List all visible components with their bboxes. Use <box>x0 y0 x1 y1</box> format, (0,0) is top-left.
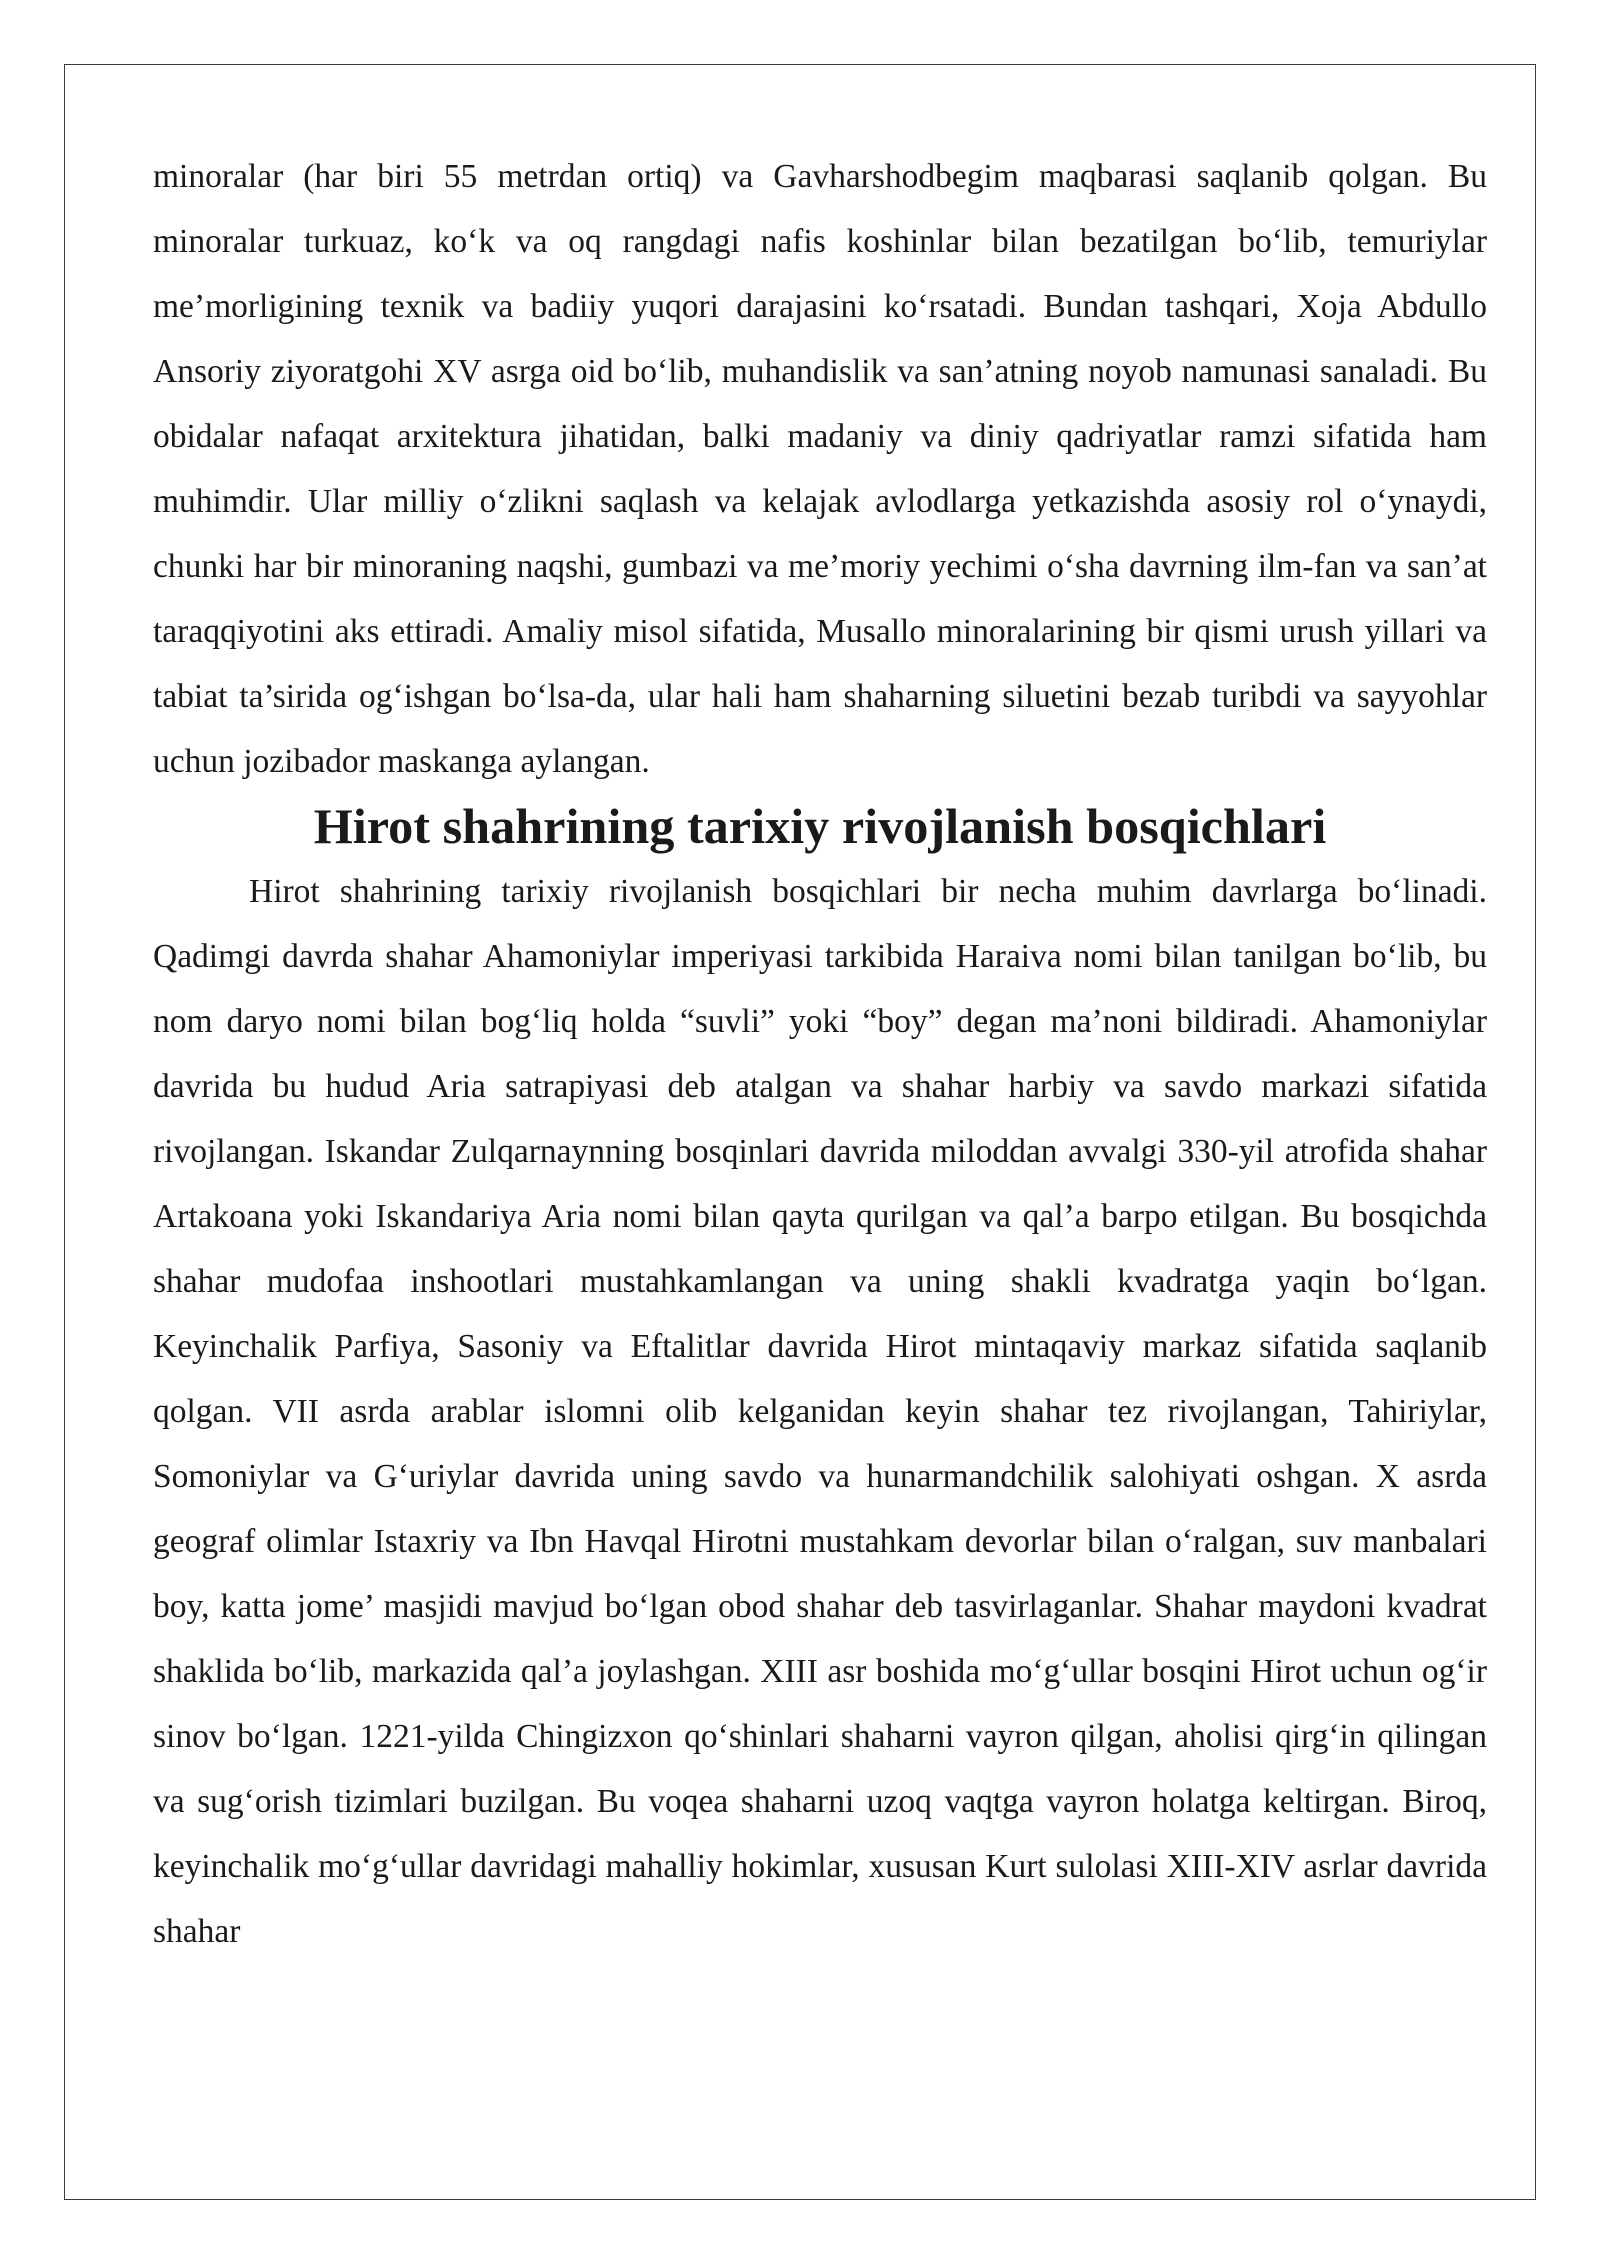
section-heading: Hirot shahrining tarixiy rivojlanish bosqichlari <box>313 798 1327 854</box>
body-paragraph: minoralar (har biri 55 metrdan ortiq) va Gavharshodbegim maqbarasi saqlanib qolgan. Bu minoralar turkuaz, ko‘k va oq rangdagi nafis koshinlar bilan bezatilgan bo‘lib, temuriylar me’morligining texnik va badiiy yuqori darajasini ko‘rsatadi. Bundan tashqari, Xoja Abdullo Ansoriy ziyoratgohi XV asrga oid bo‘lib, muhandislik va san’atning noyob namunasi sanaladi. Bu obidalar nafaqat arxitektura jihatidan, balki madaniy va diniy qadriyatlar ramzi sifatida ham muhimdir. Ular milliy o‘zlikni saqlash va kelajak avlodlarga yetkazishda asosiy rol o‘ynaydi, chunki har bir minoraning naqshi, gumbazi va me’moriy yechimi o‘sha davrning ilm-fan va san’at taraqqiyotini aks ettiradi. Amaliy misol sifatida, Musallo minoralarining bir qismi urush yillari va tabiat ta’sirida og‘ishgan bo‘lsa-da, ular hali ham shaharning siluetini bezab turibdi va sayyohlar uchun jozibador maskanga aylangan. <box>153 158 1487 780</box>
document-body <box>153 144 1487 1964</box>
body-paragraph: Hirot shahrining tarixiy rivojlanish bosqichlari bir necha muhim davrlarga bo‘linadi. Qadimgi davrda shahar Ahamoniylar imperiyasi tarkibida Haraiva nomi bilan tanilgan bo‘lib, bu nom daryo nomi bilan bog‘liq holda “suvli” yoki “boy” degan ma’noni bildiradi. Ahamoniylar davrida bu hudud Aria satrapiyasi deb atalgan va shahar harbiy va savdo markazi sifatida rivojlangan. Iskandar Zulqarnaynning bosqinlari davrida miloddan avvalgi 330-yil atrofida shahar Artakoana yoki Iskandariya Aria nomi bilan qayta qurilgan va qal’a barpo etilgan. Bu bosqichda shahar mudofaa inshootlari mustahkamlangan va uning shakli kvadratga yaqin bo‘lgan. Keyinchalik Parfiya, Sasoniy va Eftalitlar davrida Hirot mintaqaviy markaz sifatida saqlanib qolgan. VII asrda arablar islomni olib kelganidan keyin shahar tez rivojlangan, Tahiriylar, Somoniylar va G‘uriylar davrida uning savdo va hunarmandchilik salohiyati oshgan. X asrda geograf olimlar Istaxriy va Ibn Havqal Hirotni mustahkam devorlar bilan o‘ralgan, suv manbalari boy, katta jome’ masjidi mavjud bo‘lgan obod shahar deb tasvirlaganlar. Shahar maydoni kvadrat shaklida bo‘lib, markazida qal’a joylashgan. XIII asr boshida mo‘g‘ullar bosqini Hirot uchun og‘ir sinov bo‘lgan. 1221-yilda Chingizxon qo‘shinlari shaharni vayron qilgan, aholisi qirg‘in qilingan va sug‘orish tizimlari buzilgan. Bu voqea shaharni uzoq vaqtga vayron holatga keltirgan. Biroq, keyinchalik mo‘g‘ullar davridagi mahalliy hokimlar, xususan Kurt sulolasi XIII-XIV asrlar davrida shahar <box>153 873 1487 1950</box>
